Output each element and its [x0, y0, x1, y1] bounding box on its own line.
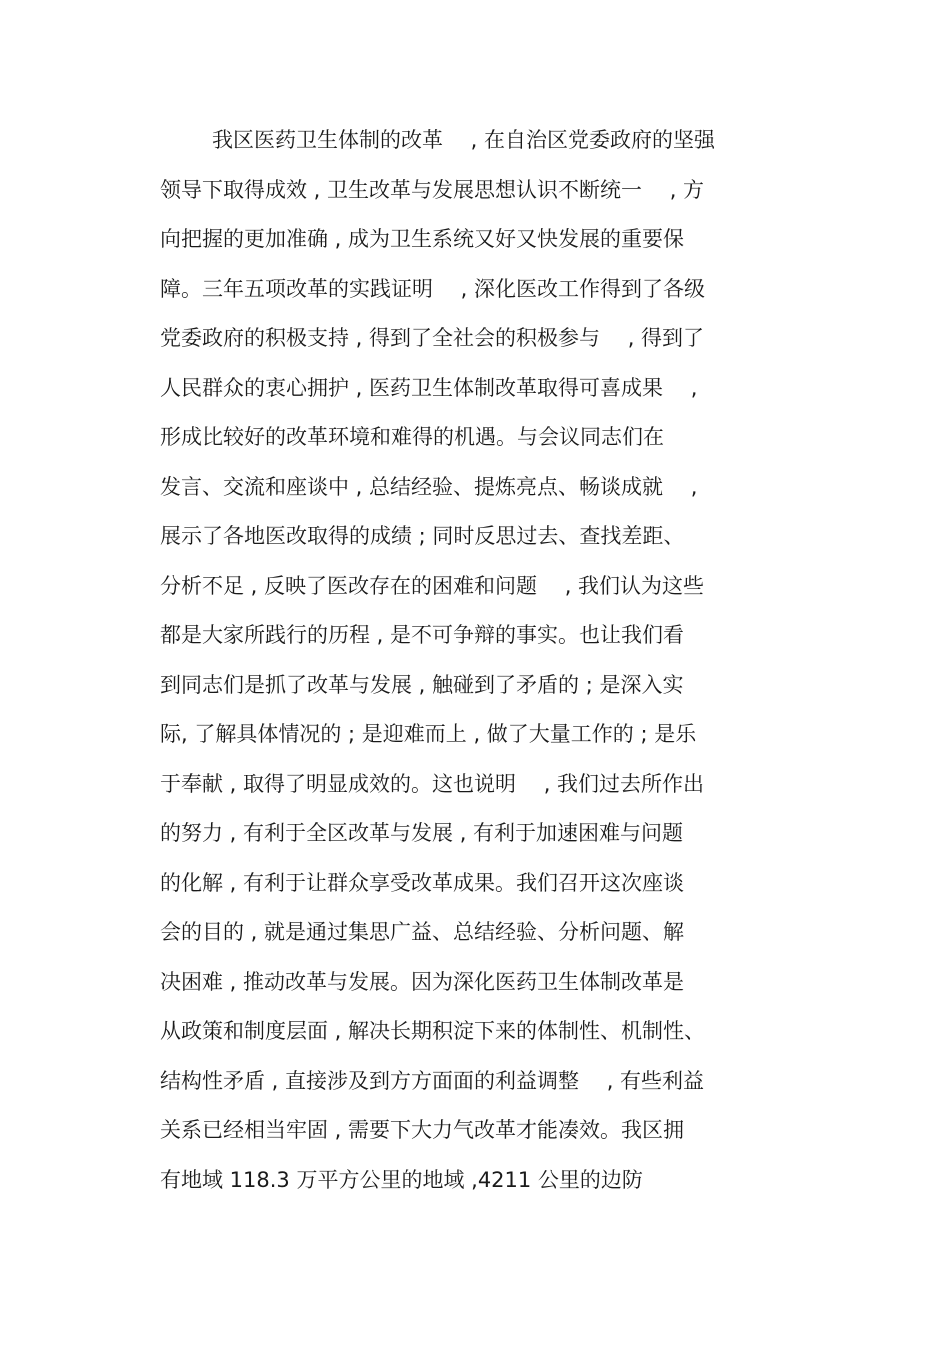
text-line: 发言、交流和座谈中 , 总结经验、提炼亮点、畅谈成就 ,	[160, 474, 698, 499]
text-line: 结构性矛盾 , 直接涉及到方方面面的利益调整 , 有些利益	[160, 1068, 705, 1093]
body-text	[160, 116, 800, 1205]
text-line: 决困难 , 推动改革与发展。因为深化医药卫生体制改革是	[160, 969, 685, 994]
text-line: 障。三年五项改革的实践证明 , 深化医改工作得到了各级	[160, 276, 706, 301]
text-line: 分析不足 , 反映了医改存在的困难和问题 , 我们认为这些	[160, 573, 705, 598]
text-line: 展示了各地医改取得的成绩 ; 同时反思过去、查找差距、	[160, 524, 685, 548]
text-line: 党委政府的积极支持 , 得到了全社会的积极参与 , 得到了	[160, 326, 705, 350]
text-line: 到同志们是抓了改革与发展 , 触碰到了矛盾的 ; 是深入实	[160, 672, 684, 697]
text-line: 的努力 , 有利于全区改革与发展 , 有利于加速困难与问题	[160, 821, 684, 845]
text-line: 的化解 , 有利于让群众享受改革成果。我们召开这次座谈	[160, 870, 685, 895]
text-line: 领导下取得成效 , 卫生改革与发展思想认识不断统一 , 方	[160, 177, 705, 202]
text-line: 际, 了解具体情况的 ; 是迎难而上 , 做了大量工作的 ; 是乐	[160, 722, 697, 746]
text-line: 于奉献 , 取得了明显成效的。这也说明 , 我们过去所作出	[160, 771, 705, 796]
text-line: 会的目的 , 就是通过集思广益、总结经验、分析问题、解	[160, 920, 685, 944]
text-line: 有地域 118.3 万平方公里的地域 ,4211 公里的边防	[160, 1167, 643, 1192]
text-line: 都是大家所践行的历程 , 是不可争辩的事实。也让我们看	[160, 623, 685, 647]
text-line: 人民群众的衷心拥护 , 医药卫生体制改革取得可喜成果 ,	[160, 375, 698, 400]
text-line: 向把握的更加准确 , 成为卫生系统又好又快发展的重要保	[160, 227, 685, 251]
text-line: 我区医药卫生体制的改革 , 在自治区党委政府的坚强	[212, 128, 716, 152]
text-line: 关系已经相当牢固 , 需要下大力气改革才能凑效。我区拥	[160, 1118, 685, 1142]
text-line: 形成比较好的改革环境和难得的机遇。与会议同志们在	[160, 425, 664, 449]
text-line: 从政策和制度层面 , 解决长期积淀下来的体制性、机制性、	[160, 1019, 706, 1043]
